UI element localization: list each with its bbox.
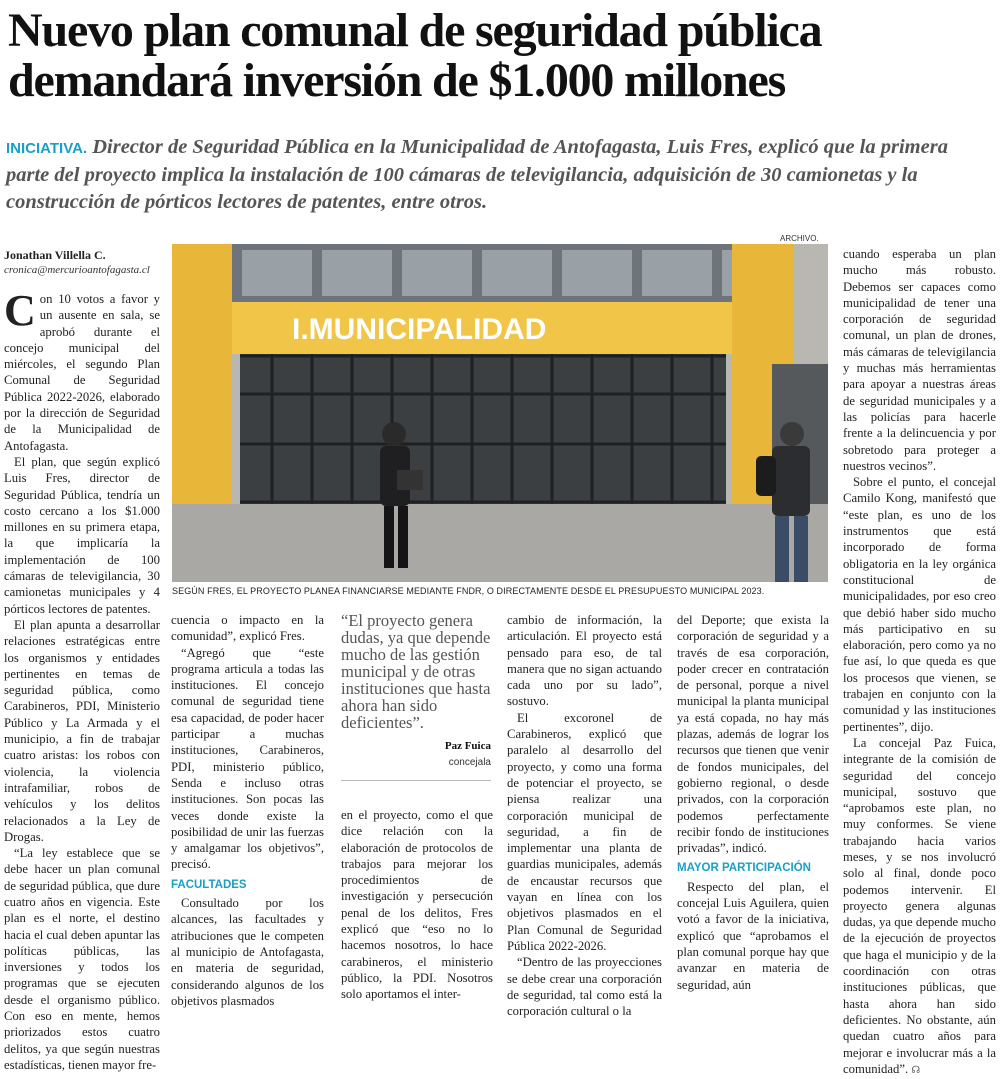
pull-quote-role: concejala xyxy=(448,757,491,768)
column-3 xyxy=(341,807,493,1002)
kicker: INICIATIVA. xyxy=(6,140,88,157)
subhead-mayor-participacion: MAYOR PARTICIPACIÓN xyxy=(677,862,811,875)
pull-quote-author: Paz Fuica xyxy=(444,740,491,752)
pull-quote: “El proyecto genera dudas, ya que depende mucho de las gestión municipal y de otras instituciones que hasta ahora han sido deficientes”. xyxy=(341,611,491,732)
paragraph: Consultado por los alcances, las facultades y atribuciones que le competen al municipio de Antofagasta, en materia de seguridad, considerando algunos de los objetivos plasmados xyxy=(171,896,324,1008)
paragraph: El plan, que según explicó Luis Fres, director de Seguridad Pública, tendría un costo cercano a los $1.000 millones en su primera etapa, la que implicaría la implementación de 100 cámaras de televigilancia, 30 camionetas municipales y 4 pórticos lectores de patentes. xyxy=(4,454,160,616)
paragraph-text: La concejal Paz Fuica, integrante de la comisión de seguridad del concejo municipal, sostuvo que “aprobamos este plan, no muy conformes. Se viene trabajando hacia varios meses, y se nos involucró solo al final, donde poco podemos intervenir. El proyecto genera algunas dudas, ya que depende mucho de la ejecución de proyectos que haga el municipio y de la coordinación con otras instituciones públicas, que hasta ahora han sido deficientes. No obstante, aún quedan cuatro años para mejorar e involucrar más a la comunidad”. xyxy=(843,735,996,1076)
paragraph: del Deporte; que exista la corporación de seguridad y a través de esa corporación, poder crecer en contratación de personal, porque a nivel municipal la planta municipal ya está copada, no hay más plazas, además de lograr los recursos que tienen que venir de fondos municipales, del gobierno regional, o desde privados, con la corporación podemos perfectamente recibir fondo de instituciones privadas”, indicó. xyxy=(677,613,829,856)
lead-text: Director de Seguridad Pública en la Municipalidad de Antofagasta, Luis Fres, explicó que la primera parte del proyecto implica la instalación de 100 cámaras de televigilancia, adquisición de 30 camionetas y la construcción de pórticos lectores de patentes, entre otros. xyxy=(6,136,948,213)
photo-caption: SEGÚN FRES, EL PROYECTO PLANEA FINANCIARSE MEDIANTE FNDR, O DIRECTAMENTE DESDE EL PRESUPUESTO MUNICIPAL 2023. xyxy=(172,586,765,596)
paragraph: El excoronel de Carabineros, explicó que paralelo al desarrollo del proyecto, y como una forma de potenciar el proyecto, se piensa realizar una corporación municipal de seguridad, a fin de implementar una planta de guardias municipales, además de encaustar recursos que vayan en línea con los objetivos plasmados en el Plan Comunal de Seguridad Pública 2022-2026. xyxy=(507,710,662,953)
headline: Nuevo plan comunal de seguridad pública demandará inversión de $1.000 millones xyxy=(8,4,822,107)
column-4 xyxy=(507,612,662,1019)
author: Jonathan Villella C. xyxy=(4,248,106,262)
paragraph: “Agregó que “este programa articula a todas las instituciones. El concejo comunal de seguridad tiene esa capacidad, de poder hacer participar a muchas instituciones, Carabineros, PDI, ministerio público, Senda e incluso otras instituciones. Son pocas las veces donde existe la posibilidad de unir las fuerzas y amalgamar los objetivos”, precisó. xyxy=(171,645,324,872)
paragraph xyxy=(4,286,160,454)
photo-illustration xyxy=(172,244,828,582)
paragraph xyxy=(843,735,996,1079)
paragraph: cuencia o impacto en la comunidad”, explicó Fres. xyxy=(171,613,324,644)
divider xyxy=(341,780,491,781)
end-mark-icon: ☊ xyxy=(911,1064,921,1076)
author-email: cronica@mercurioantofagasta.cl xyxy=(4,264,150,276)
paragraph: Sobre el punto, el concejal Camilo Kong, manifestó que “este plan, es uno de los instrumentos que está incorporado de forma obligatoria en la ley orgánica constitucional de municipalidades, por eso creo que debió haber sido mucho más participativo en su elaboración, pero como ya no fue así, lo que queda es que los procesos que vienen, se trabajen en conjunto con la comunidad y las instituciones pertinentes”, dijo. xyxy=(843,475,996,734)
paragraph-text: on 10 votos a favor y un ausente en sala, se aprobó durante el concejo municipal del miércoles, el segundo Plan Comunal de Seguridad Pública 2022-2026, elaborado por la dirección de Seguridad de la Municipalidad de Antofagasta. xyxy=(4,292,160,453)
paragraph: “La ley establece que se debe hacer un plan comunal de seguridad pública, que dure cuatro años en vigencia. Este plan es el norte, el destino hacia el cual deben apuntar las políticas públicas, las inversiones y todos los programas que se ejecuten desde el organismo público. Con eso en mente, hemos priorizados estos cuatro delitos, ya que según nuestras estadísticas, tienen mayor fre- xyxy=(4,846,160,1072)
photo-credit: ARCHIVO. xyxy=(780,234,819,243)
paragraph: Respecto del plan, el concejal Luis Aguilera, quien votó a favor de la iniciativa, explicó que “aprobamos el plan comunal porque hay que avanzar en materia de seguridad, aún xyxy=(677,879,829,992)
column-2 xyxy=(171,612,324,1008)
lead-paragraph xyxy=(6,134,996,216)
subhead-facultades: FACULTADES xyxy=(171,878,247,891)
paragraph: en el proyecto, como el que dice relación con la elaboración de protocolos de trabajos para mejorar los procedimientos de investigación y persecución penal de los delitos, Fres explicó que “eso no lo hacemos nosotros, lo hace carabineros, el ministerio público, la PDI. Nosotros solo aportamos el inter- xyxy=(341,808,493,1002)
column-1 xyxy=(4,248,160,1072)
paragraph: cuando esperaba un plan mucho más robusto. Debemos ser capaces como municipalidad de tener una corporación de seguridad comunal, un plan de drones, más cámaras de televigilancia y muchas más herramientas para apoyar a nuestras áreas de seguridad municipales y a las policías para hacerle frente a la delincuencia y por sobretodo para proteger a nuestros vecinos”. xyxy=(843,247,996,473)
paragraph: cambio de información, la articulación. El proyecto está pensado para eso, de tal manera que no sigan actuando cada uno por su lado”, sostuvo. xyxy=(507,613,662,709)
dropcap: C xyxy=(4,286,36,335)
sign-text: I.MUNICIPALIDAD xyxy=(292,313,547,346)
photo-municipality xyxy=(172,244,828,582)
paragraph: El plan apunta a desarrollar relaciones estratégicas entre los organismos y entidades pertinentes en temas de seguridad pública, como Carabineros, PDI, Ministerio Público y La Armada y el municipio, a fin de trabajar cuatro aristas: los robos con violencia, la violencia intrafamiliar, robos de vehículos y los delitos relacionados a la Ley de Drogas. xyxy=(4,617,160,844)
column-5 xyxy=(677,612,829,992)
column-6 xyxy=(843,246,996,1076)
paragraph: “Dentro de las proyecciones se debe crear una corporación de seguridad, tal como está la corporación cultural o la xyxy=(507,955,662,1019)
